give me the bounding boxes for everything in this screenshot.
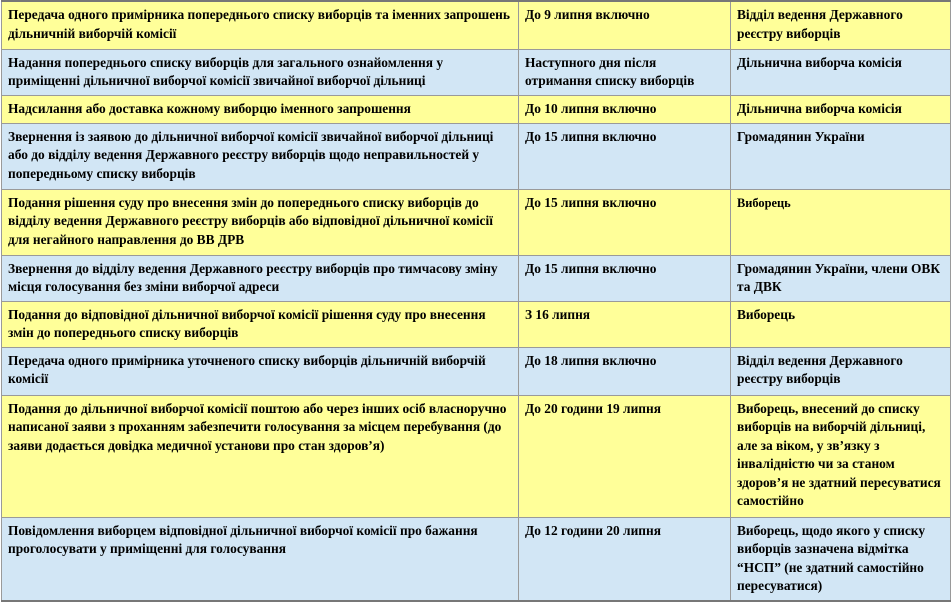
responsible-cell: Відділ ведення Державного реєстру виборців [731,1,951,49]
table-row [2,49,951,95]
task-cell: Звернення до відділу ведення Державного реєстру виборців про тимчасову зміну місця голосування без зміни виборчої адреси [2,255,519,301]
deadline-cell: З 16 липня [519,301,731,347]
table-row [2,517,951,601]
table-row [2,123,951,189]
task-cell: Передача одного примірника попереднього списку виборців та іменних запрошень дільничній виборчій комісії [2,1,519,49]
deadline-cell: До 10 липня включно [519,95,731,123]
task-cell: Подання до дільничної виборчої комісії поштою або через інших осіб власноручно написаної заяви з проханням забезпечити голосування за місцем перебування (до заяви додається довідка медичної установи про стан здоров’я) [2,395,519,517]
task-cell: Повідомлення виборцем відповідної дільничної виборчої комісії про бажання проголосувати у приміщенні для голосування [2,517,519,601]
task-cell: Надсилання або доставка кожному виборцю іменного запрошення [2,95,519,123]
responsible-cell: Виборець [731,189,951,255]
responsible-cell: Відділ ведення Державного реєстру виборців [731,347,951,395]
task-cell: Звернення із заявою до дільничної виборчої комісії звичайної виборчої дільниці або до відділу ведення Державного реєстру виборців щодо неправильностей у попередньому списку виборців [2,123,519,189]
table-row [2,255,951,301]
table-row [2,1,951,49]
table-row [2,189,951,255]
deadline-cell: До 9 липня включно [519,1,731,49]
task-cell: Надання попереднього списку виборців для загального ознайомлення у приміщенні дільничної виборчої комісії звичайної виборчої дільниці [2,49,519,95]
deadline-cell: До 15 липня включно [519,255,731,301]
responsible-cell: Дільнична виборча комісія [731,49,951,95]
deadline-cell: Наступного дня після отримання списку виборців [519,49,731,95]
responsible-cell: Виборець [731,301,951,347]
responsible-cell: Громадянин України, члени ОВК та ДВК [731,255,951,301]
responsible-cell: Виборець, щодо якого у списку виборців зазначена відмітка “НСП” (не здатний самостійно пересуватися) [731,517,951,601]
task-cell: Подання рішення суду про внесення змін до попереднього списку виборців до відділу ведення Державного реєстру виборців або відповідної дільничної комісії для негайного направлення до ВВ ДРВ [2,189,519,255]
deadline-cell: До 12 години 20 липня [519,517,731,601]
responsible-cell: Громадянин України [731,123,951,189]
deadline-cell: До 15 липня включно [519,123,731,189]
deadline-cell: До 15 липня включно [519,189,731,255]
responsible-cell: Дільнична виборча комісія [731,95,951,123]
table-row [2,95,951,123]
responsible-cell: Виборець, внесений до списку виборців на виборчій дільниці, але за віком, у зв’язку з інвалідністю чи за станом здоров’я не здатний пересуватися самостійно [731,395,951,517]
table-row [2,395,951,517]
task-cell: Подання до відповідної дільничної виборчої комісії рішення суду про внесення змін до попереднього списку виборців [2,301,519,347]
deadline-cell: До 20 години 19 липня [519,395,731,517]
deadline-cell: До 18 липня включно [519,347,731,395]
table-row [2,301,951,347]
table-row [2,347,951,395]
task-cell: Передача одного примірника уточненого списку виборців дільничній виборчій комісії [2,347,519,395]
election-schedule-table [1,0,951,602]
